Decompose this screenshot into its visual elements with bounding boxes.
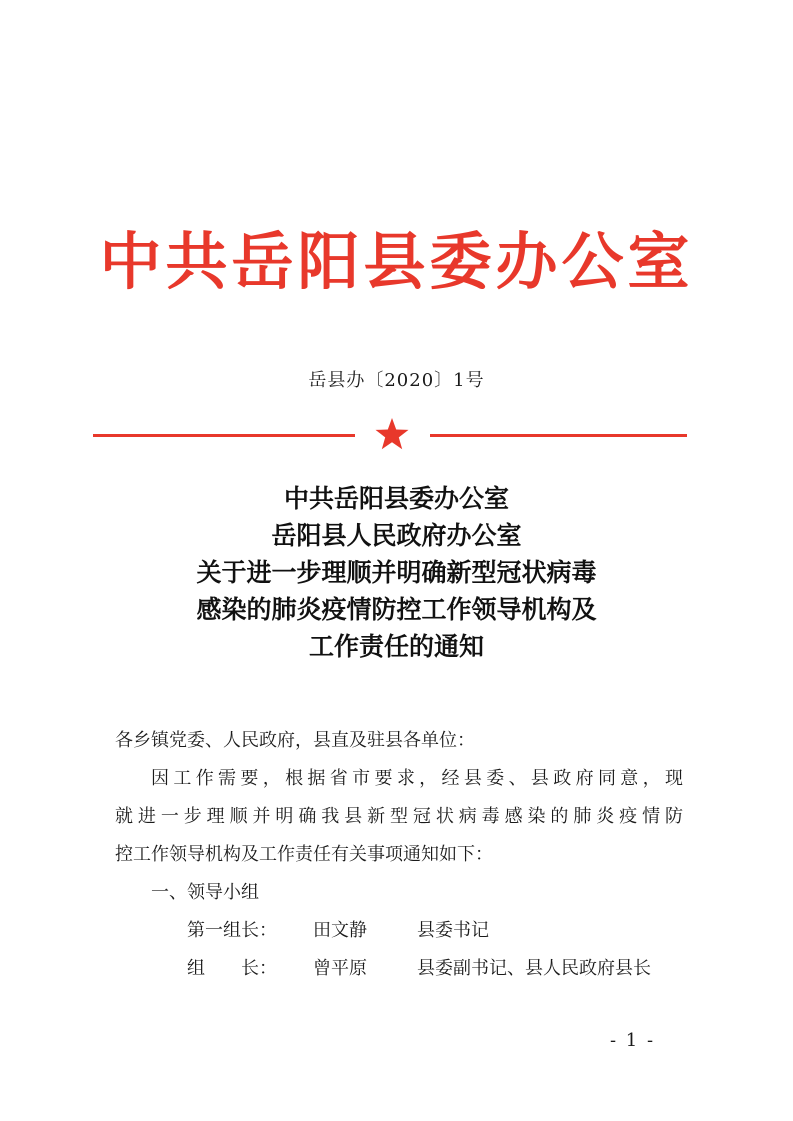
addressee: 各乡镇党委、人民政府，县直及驻县各单位： xyxy=(115,730,475,751)
title-line-1: 中共岳阳县委办公室 xyxy=(283,484,509,513)
title-line-4: 感染的肺炎疫情防控工作领导机构及 xyxy=(196,595,597,624)
page-number: - 1 - xyxy=(610,1030,656,1051)
member-name: 曾平原 xyxy=(313,958,367,979)
document-body xyxy=(115,722,683,988)
star-icon xyxy=(374,416,410,452)
member-row xyxy=(115,912,683,950)
paragraph-line-2: 就进一步理顺并明确我县新型冠状病毒感染的肺炎疫情防 xyxy=(115,806,683,827)
document-number: 岳县办〔2020〕1号 xyxy=(308,370,485,391)
member-position: 县委副书记、县人民政府县长 xyxy=(417,958,651,979)
member-row xyxy=(115,950,683,988)
member-role: 第一组长： xyxy=(187,920,277,941)
title-line-3: 关于进一步理顺并明确新型冠状病毒 xyxy=(196,558,597,587)
section-heading: 一、领导小组 xyxy=(151,882,259,903)
title-line-5: 工作责任的通知 xyxy=(308,632,484,661)
paragraph-line-3: 控工作领导机构及工作责任有关事项通知如下： xyxy=(115,844,493,865)
red-divider-left xyxy=(93,434,355,437)
red-divider-right xyxy=(430,434,687,437)
paragraph-line-1: 因工作需要，根据省市要求，经县委、县政府同意，现 xyxy=(151,768,683,789)
member-position: 县委书记 xyxy=(417,920,489,941)
member-name: 田文静 xyxy=(313,920,367,941)
title-line-2: 岳阳县人民政府办公室 xyxy=(271,521,522,550)
notice-title xyxy=(0,480,793,665)
member-role: 组 长： xyxy=(187,958,277,979)
masthead: 中共岳阳县委办公室 xyxy=(99,225,694,298)
